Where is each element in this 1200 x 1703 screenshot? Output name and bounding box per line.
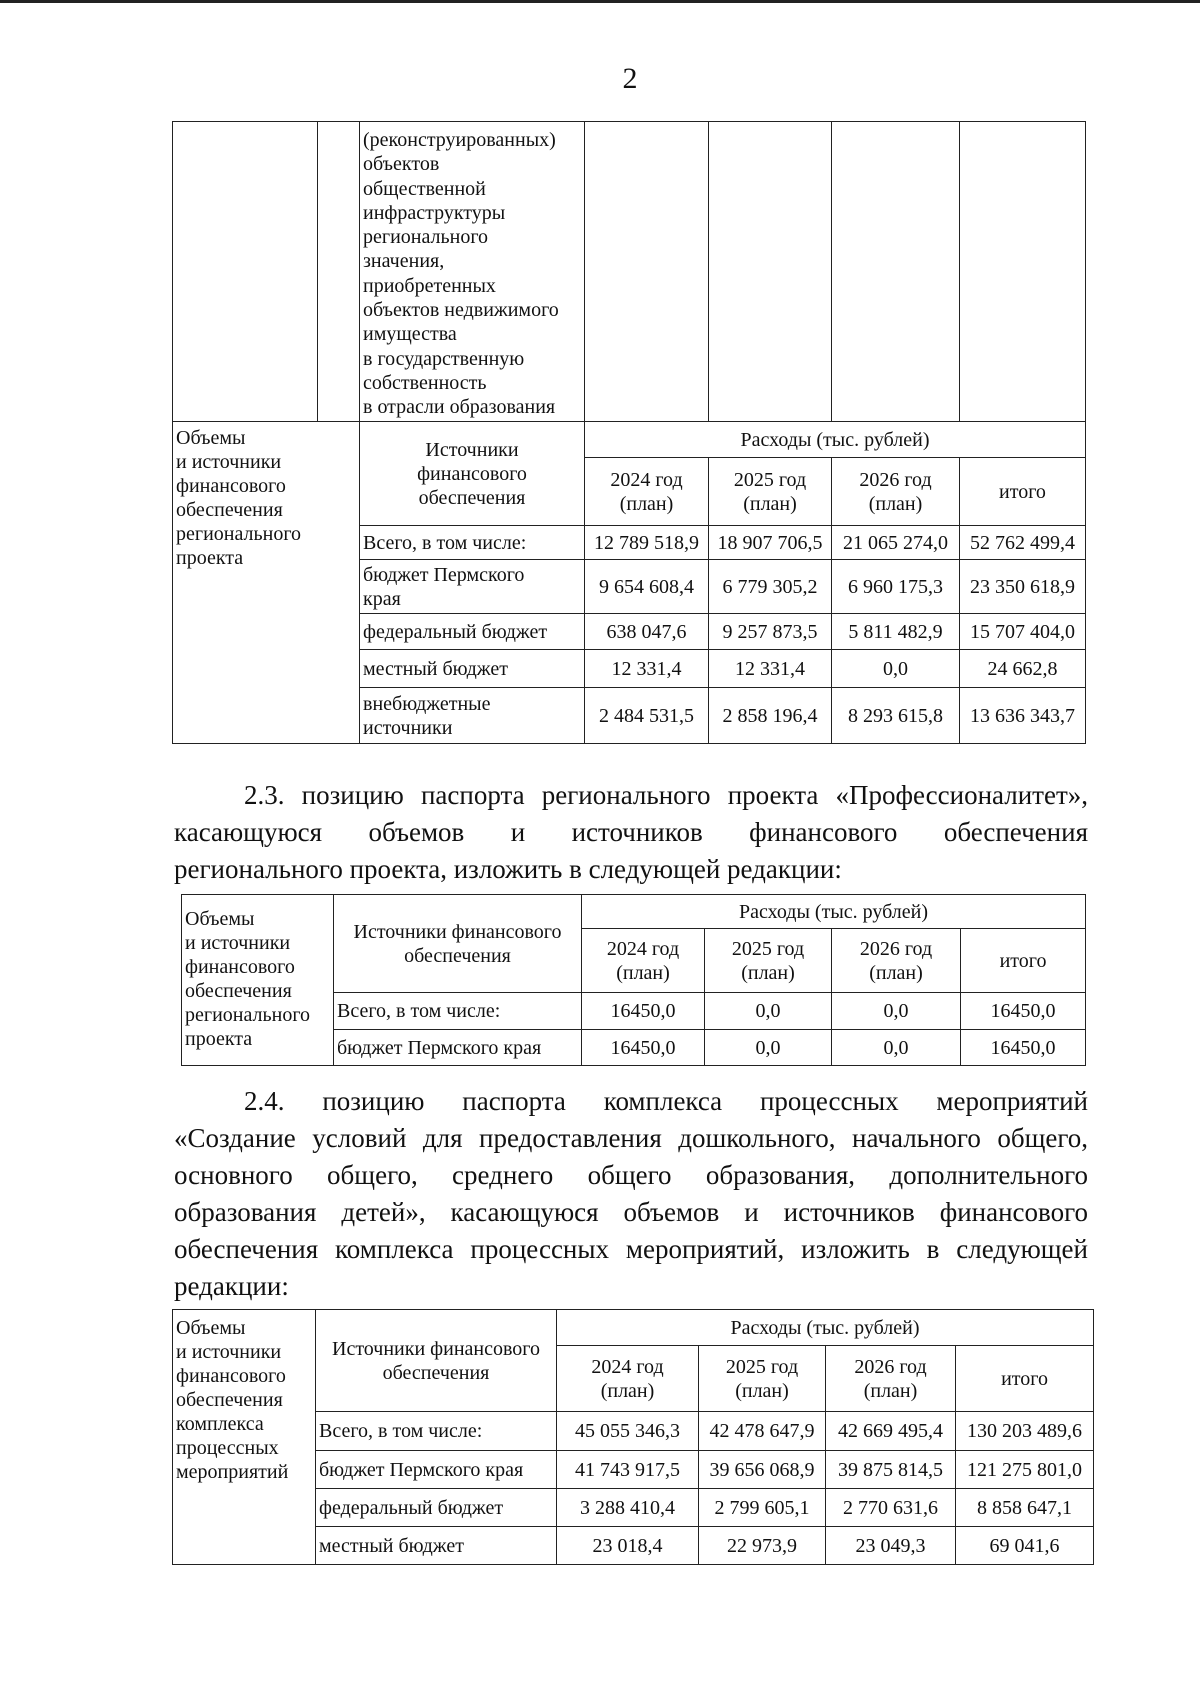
value-total: 16450,0 [961, 1030, 1086, 1066]
year-header-2026: 2026 год (план) [832, 929, 961, 993]
funding-table-professionalitet [181, 894, 1086, 1066]
value-total: 16450,0 [961, 993, 1086, 1030]
empty-cell [832, 122, 960, 422]
value-total: 15 707 404,0 [960, 614, 1086, 650]
value-2024: 16450,0 [582, 993, 705, 1030]
value-2026: 42 669 495,4 [826, 1412, 956, 1451]
expenses-header: Расходы (тыс. рублей) [557, 1310, 1094, 1346]
value-2024: 3 288 410,4 [557, 1489, 699, 1527]
empty-cell [585, 122, 709, 422]
value-2026: 0,0 [832, 1030, 961, 1066]
value-2025: 42 478 647,9 [699, 1412, 826, 1451]
empty-cell [173, 122, 318, 422]
empty-cell [709, 122, 832, 422]
paragraph-line: образования детей», касающуюся объемов и источников финансового [174, 1197, 1088, 1227]
value-total: 24 662,8 [960, 650, 1086, 688]
value-2025: 9 257 873,5 [709, 614, 832, 650]
source-cell: бюджет Пермского края [334, 1030, 582, 1066]
empty-cell [960, 122, 1086, 422]
year-header-2024: 2024 год (план) [557, 1346, 699, 1412]
paragraph-line: регионального проекта, изложить в следующей редакции: [174, 854, 842, 884]
value-total: 52 762 499,4 [960, 526, 1086, 560]
value-2025: 2 858 196,4 [709, 688, 832, 744]
funding-table-process-activities [172, 1309, 1094, 1565]
year-header-2025: 2025 год (план) [705, 929, 832, 993]
paragraph-line: 2.4. позицию паспорта комплекса процессных мероприятий [244, 1086, 1088, 1116]
value-2026: 2 770 631,6 [826, 1489, 956, 1527]
value-2024: 2 484 531,5 [585, 688, 709, 744]
value-2026: 0,0 [832, 993, 961, 1030]
expenses-header: Расходы (тыс. рублей) [585, 422, 1086, 458]
expenses-header: Расходы (тыс. рублей) [582, 895, 1086, 929]
paragraph-line: редакции: [174, 1271, 289, 1301]
value-2025: 18 907 706,5 [709, 526, 832, 560]
value-2026: 23 049,3 [826, 1527, 956, 1565]
value-2026: 21 065 274,0 [832, 526, 960, 560]
paragraph-line: обеспечения комплекса процессных мероприятий, изложить в следующей [174, 1234, 1088, 1264]
source-cell: внебюджетные источники [360, 688, 585, 744]
value-2024: 638 047,6 [585, 614, 709, 650]
page-top-border [0, 0, 1200, 3]
year-header-2025: 2025 год (план) [699, 1346, 826, 1412]
source-cell: местный бюджет [360, 650, 585, 688]
source-cell: Всего, в том числе: [316, 1412, 557, 1451]
value-2025: 22 973,9 [699, 1527, 826, 1565]
value-2024: 23 018,4 [557, 1527, 699, 1565]
year-header-2026: 2026 год (план) [826, 1346, 956, 1412]
value-2025: 39 656 068,9 [699, 1451, 826, 1489]
empty-cell [318, 122, 360, 422]
year-header-2025: 2025 год (план) [709, 458, 832, 526]
sources-header: Источники финансового обеспечения [316, 1310, 557, 1412]
value-2024: 16450,0 [582, 1030, 705, 1066]
paragraph-2-4 [174, 1083, 1088, 1305]
paragraph-line: «Создание условий для предоставления дошкольного, начального общего, [174, 1123, 1088, 1153]
source-cell: федеральный бюджет [316, 1489, 557, 1527]
value-2026: 0,0 [832, 650, 960, 688]
source-cell: местный бюджет [316, 1527, 557, 1565]
row-label: Объемы и источники финансового обеспечения регионального проекта [182, 895, 334, 1066]
sources-header: Источники финансового обеспечения [360, 422, 585, 526]
paragraph-line: основного общего, среднего общего образования, дополнительного [174, 1160, 1088, 1190]
value-2026: 8 293 615,8 [832, 688, 960, 744]
value-total: 130 203 489,6 [956, 1412, 1094, 1451]
source-cell: федеральный бюджет [360, 614, 585, 650]
value-total: 23 350 618,9 [960, 560, 1086, 614]
year-header-2026: 2026 год (план) [832, 458, 960, 526]
paragraph-2-3 [174, 777, 1088, 888]
value-total: 69 041,6 [956, 1527, 1094, 1565]
paragraph-line: 2.3. позицию паспорта регионального проекта «Профессионалитет», [244, 780, 1088, 810]
total-header: итого [960, 458, 1086, 526]
value-2025: 0,0 [705, 993, 832, 1030]
total-header: итого [956, 1346, 1094, 1412]
page-number: 2 [622, 62, 638, 95]
row-label: Объемы и источники финансового обеспечения регионального проекта [173, 422, 360, 744]
total-header: итого [961, 929, 1086, 993]
value-2025: 6 779 305,2 [709, 560, 832, 614]
year-header-2024: 2024 год (план) [582, 929, 705, 993]
sources-header: Источники финансового обеспечения [334, 895, 582, 993]
value-total: 8 858 647,1 [956, 1489, 1094, 1527]
value-2025: 2 799 605,1 [699, 1489, 826, 1527]
value-2024: 12 789 518,9 [585, 526, 709, 560]
funding-table-regional-project-1 [172, 121, 1086, 744]
value-2025: 0,0 [705, 1030, 832, 1066]
value-2024: 9 654 608,4 [585, 560, 709, 614]
source-cell: бюджет Пермского края [316, 1451, 557, 1489]
year-header-2024: 2024 год (план) [585, 458, 709, 526]
paragraph-line: касающуюся объемов и источников финансового обеспечения [174, 817, 1088, 847]
value-2024: 41 743 917,5 [557, 1451, 699, 1489]
value-total: 13 636 343,7 [960, 688, 1086, 744]
row-label: Объемы и источники финансового обеспечения комплекса процессных мероприятий [173, 1310, 316, 1565]
value-2024: 45 055 346,3 [557, 1412, 699, 1451]
value-2024: 12 331,4 [585, 650, 709, 688]
source-cell: Всего, в том числе: [360, 526, 585, 560]
value-2026: 5 811 482,9 [832, 614, 960, 650]
value-2026: 6 960 175,3 [832, 560, 960, 614]
value-total: 121 275 801,0 [956, 1451, 1094, 1489]
value-2025: 12 331,4 [709, 650, 832, 688]
value-2026: 39 875 814,5 [826, 1451, 956, 1489]
source-cell: бюджет Пермского края [360, 560, 585, 614]
continued-object-text: (реконструированных) объектов общественной инфраструктуры регионального значения, приобретенных объектов недвижимого имущества в государственную собственность в отрасли образования [360, 122, 585, 422]
source-cell: Всего, в том числе: [334, 993, 582, 1030]
